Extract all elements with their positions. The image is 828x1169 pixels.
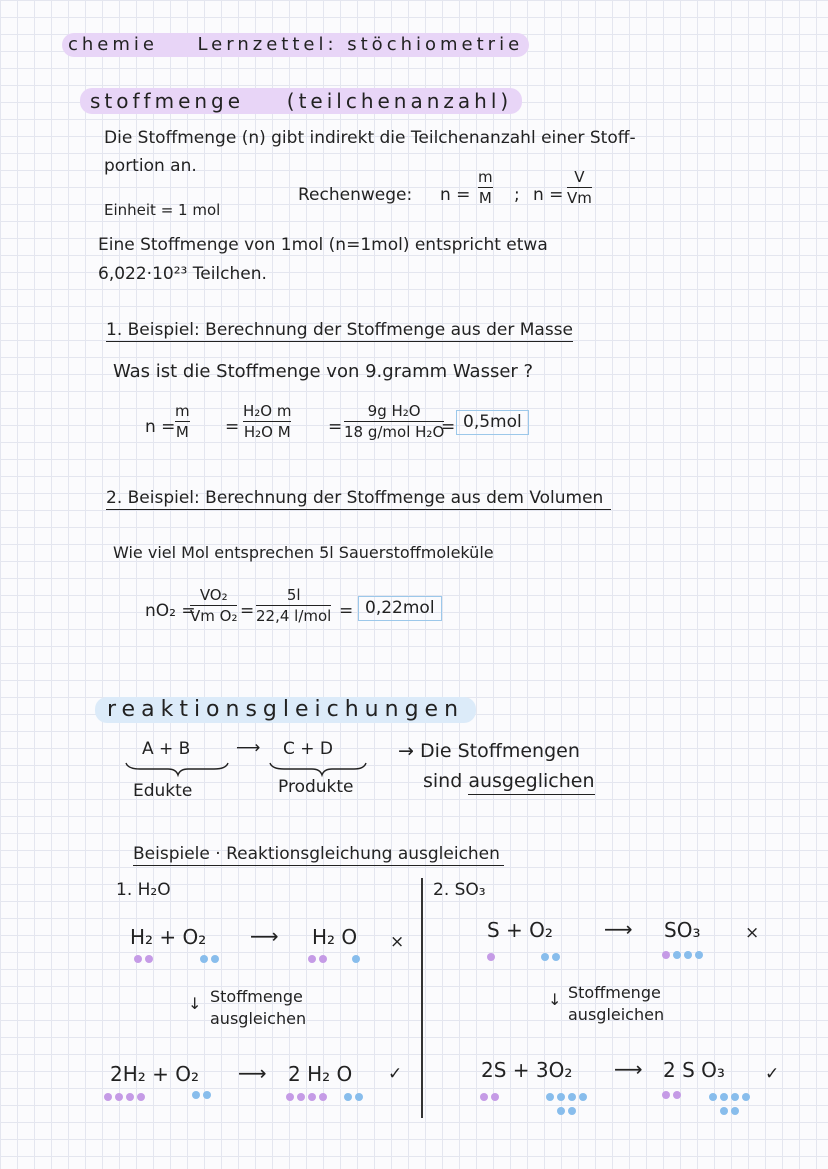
reaction-note-line-1: → Die Stoffmengen [398, 740, 580, 762]
b1-eq-3: = [441, 417, 456, 437]
formula-m: m [478, 168, 493, 186]
right-3o2-dots-bottom [557, 1107, 576, 1115]
left-label: 1. H₂O [116, 880, 171, 900]
right-step-arrow-icon: ↓ [548, 990, 562, 1009]
edukte-label: Edukte [133, 781, 193, 801]
b2-n: nO₂ = [145, 601, 196, 621]
left-eq-before-product: H₂ O [312, 925, 358, 949]
right-3o-top-dots [709, 1093, 750, 1101]
formula-n-2: n = [533, 185, 564, 205]
header-title: Lernzettel: stöchiometrie [197, 34, 524, 55]
beispiel-2-question: Wie viel Mol entsprechen 5l Sauerstoffmoleküle [113, 543, 494, 562]
b1-eq-1: = [225, 417, 240, 437]
avogadro-line-1: Eine Stoffmenge von 1mol (n=1mol) entspricht etwa [98, 235, 548, 255]
right-eq-before-arrow: ⟶ [604, 917, 633, 941]
right-eq-before-product: SO₃ [664, 918, 701, 942]
formula-V: V [574, 168, 585, 186]
header-subject: chemie [68, 34, 158, 55]
right-eq-after-product: 2 S O₃ [663, 1058, 725, 1082]
formula-M: M [478, 189, 492, 207]
left-eq-before-reactants: H₂ + O₂ [130, 925, 207, 949]
reaction-note-sind: sind [423, 770, 463, 792]
produkte-label: Produkte [278, 777, 354, 797]
beispiele-title: Beispiele · Reaktionsgleichung ausgleichen [133, 846, 504, 866]
b1-f2-den: H₂O M [243, 423, 291, 441]
right-3o2-dots-top [546, 1093, 587, 1101]
left-2h-dots [286, 1093, 327, 1101]
left-check-mark: ✓ [388, 1064, 403, 1084]
formula-Vm: Vm [567, 189, 592, 207]
formula-n-1: n = [440, 185, 471, 205]
right-3o-bottom-dots [720, 1107, 739, 1115]
edukte-formula: A + B [142, 739, 191, 759]
column-divider [421, 878, 423, 1118]
beispiel-1-question: Was ist die Stoffmenge von 9.gramm Wasser ? [113, 361, 534, 382]
left-eq-after-reactants: 2H₂ + O₂ [110, 1062, 200, 1086]
left-2h2-dots [104, 1093, 145, 1101]
b1-eq-2: = [328, 417, 343, 437]
b2-f2-den: 22,4 l/mol [256, 607, 332, 625]
b2-eq-2: = [339, 601, 354, 621]
definition-line-1: Die Stoffmenge (n) gibt indirekt die Teilchenanzahl einer Stoff- [104, 128, 636, 148]
right-step-line-2: ausgleichen [568, 1005, 665, 1024]
stoffmenge-heading-text: stoffmenge [90, 89, 245, 113]
reaction-arrow: ⟶ [236, 738, 261, 758]
right-eq-after-arrow: ⟶ [614, 1057, 643, 1081]
right-so3-dots [662, 951, 703, 959]
left-cross-mark: × [390, 932, 405, 952]
left-o2-after-dots [192, 1091, 211, 1099]
left-eq-before-arrow: ⟶ [250, 924, 279, 948]
right-2s-product-dots [662, 1091, 681, 1099]
left-h-dots [308, 955, 327, 963]
b2-f1-den: Vm O₂ [190, 607, 238, 625]
definition-line-2: portion an. [104, 156, 197, 176]
right-s-dots [487, 953, 495, 961]
left-eq-after-arrow: ⟶ [238, 1061, 267, 1085]
b1-f1-den: M [175, 423, 189, 441]
right-cross-mark: × [745, 923, 760, 943]
left-h2-dots [134, 955, 153, 963]
b1-f3-den: 18 g/mol H₂O [344, 423, 445, 441]
right-eq-before-reactants: S + O₂ [487, 918, 553, 942]
formula-separator: ; [514, 185, 520, 205]
b2-eq-1: = [240, 601, 255, 621]
avogadro-line-2: 6,022·10²³ Teilchen. [98, 264, 267, 284]
b2-f2-num: 5l [286, 586, 301, 604]
beispiel-2-title: 2. Beispiel: Berechnung der Stoffmenge aus dem Volumen [106, 490, 611, 510]
b1-f3-num: 9g H₂O [367, 402, 421, 420]
right-step-line-1: Stoffmenge [568, 983, 661, 1002]
right-check-mark: ✓ [765, 1064, 780, 1084]
b1-n: n = [145, 417, 176, 437]
reaction-note-ausgeglichen: ausgeglichen [468, 770, 594, 795]
right-o2-dots [541, 953, 560, 961]
left-o2-dots [200, 955, 219, 963]
rechenwege-label: Rechenwege: [298, 185, 413, 205]
b1-f2-num: H₂O m [243, 402, 292, 420]
left-2o-dots [344, 1093, 363, 1101]
b1-f1-num: m [175, 402, 190, 420]
b2-result-box: 0,22mol [358, 596, 442, 621]
left-step-line-1: Stoffmenge [210, 987, 303, 1006]
unit-text: Einheit = 1 mol [104, 201, 221, 219]
left-step-line-2: ausgleichen [210, 1009, 307, 1028]
stoffmenge-heading-sub: (teilchenanzahl) [286, 89, 513, 113]
b1-result-box: 0,5mol [456, 410, 529, 435]
right-eq-after-reactants: 2S + 3O₂ [481, 1058, 573, 1082]
reaktion-heading: reaktionsgleichungen [95, 697, 476, 723]
left-o-dots [352, 955, 360, 963]
produkte-formula: C + D [283, 739, 334, 759]
right-2s-dots [480, 1093, 499, 1101]
left-eq-after-product: 2 H₂ O [288, 1062, 353, 1086]
right-label: 2. SO₃ [433, 880, 486, 900]
left-step-arrow-icon: ↓ [188, 994, 202, 1013]
b2-f1-num: VO₂ [199, 586, 228, 604]
beispiel-1-title: 1. Beispiel: Berechnung der Stoffmenge aus der Masse [106, 320, 574, 340]
